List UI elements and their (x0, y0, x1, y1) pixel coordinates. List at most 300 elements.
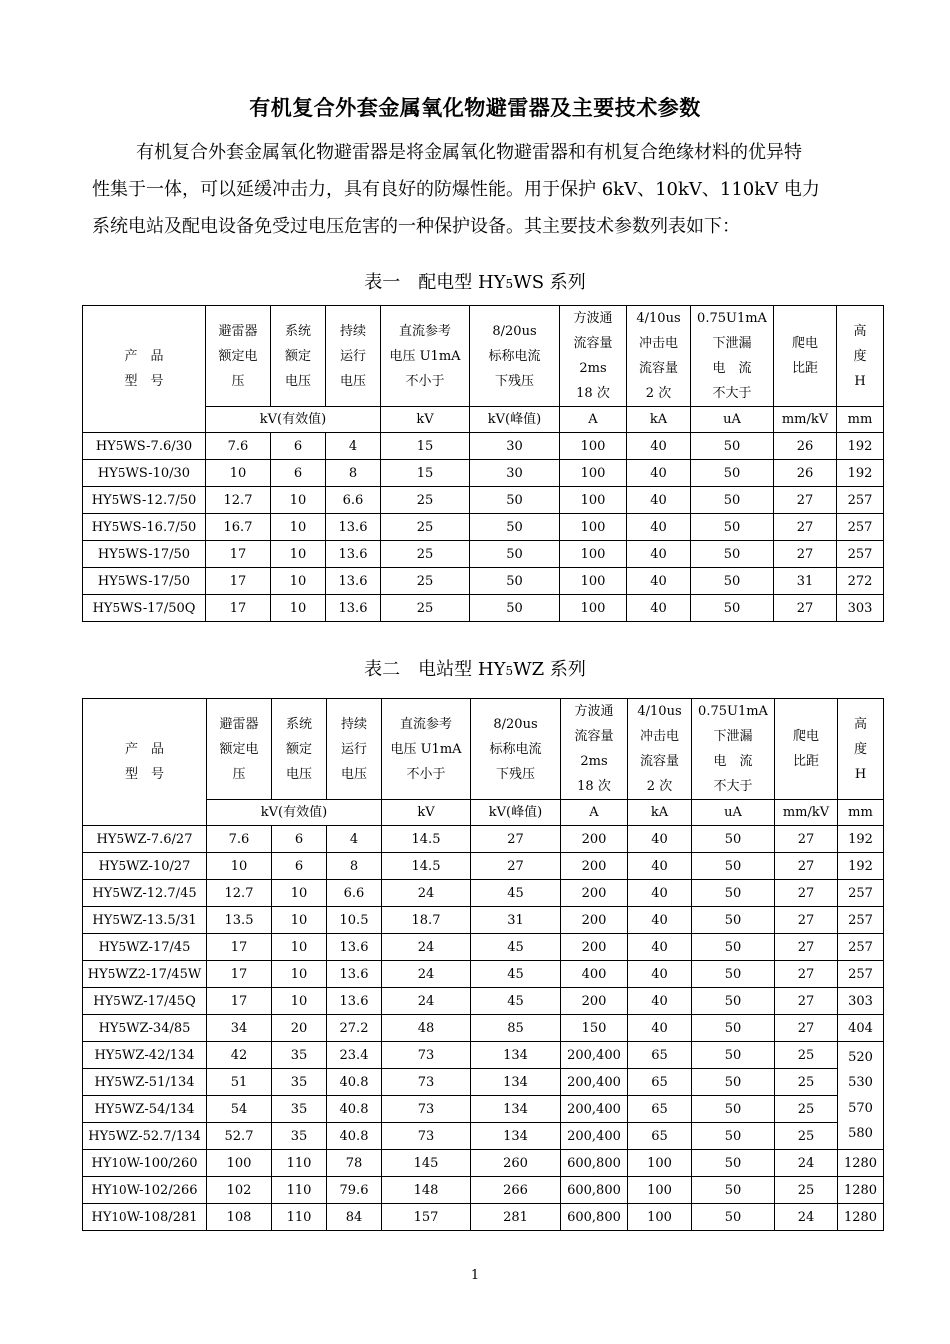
table-cell: 200,400 (561, 1123, 628, 1150)
table-cell: 25 (775, 1042, 838, 1069)
table-cell: 40 (628, 961, 692, 988)
table-cell: 65 (628, 1096, 692, 1123)
table-cell: 134 (471, 1096, 561, 1123)
table-cell: 17 (206, 568, 271, 595)
header-line: 度 (853, 741, 867, 757)
model-suffix: WZ-52.7/134 (115, 1128, 201, 1144)
header-line: 4/10us (637, 704, 682, 719)
table-cell: 24 (775, 1204, 838, 1231)
header-line: 8/20us (493, 716, 538, 732)
merged-height-value: 570 (848, 1100, 873, 1116)
product-model-cell (83, 1150, 207, 1177)
unit-cell: kV (381, 407, 470, 433)
table-cell: 100 (560, 487, 627, 514)
header-line: 18 次 (577, 779, 611, 794)
table-cell: 40 (627, 487, 691, 514)
merged-height-value: 530 (848, 1075, 873, 1090)
table-cell: 27 (775, 988, 838, 1015)
model-prefix: HY (98, 939, 119, 955)
header-line: 0.75U1mA (697, 311, 767, 326)
table-cell: 10 (271, 514, 326, 541)
intro-paragraph (92, 134, 852, 245)
table-row (83, 1123, 884, 1150)
model-suffix: WZ-34/85 (126, 1020, 191, 1036)
table-cell: 148 (382, 1177, 471, 1204)
table-cell: 50 (692, 988, 775, 1015)
header-line: 直流参考 (398, 323, 451, 339)
table-cell: 50 (691, 487, 774, 514)
header-line: 高 (853, 716, 867, 732)
table-cell: 13.6 (326, 541, 381, 568)
header-line: 下残压 (494, 373, 534, 389)
model-prefix: HY (94, 1101, 115, 1117)
header-line: 18 次 (576, 386, 610, 401)
table-cell: 10 (271, 568, 326, 595)
table-cell: 100 (628, 1150, 692, 1177)
table-cell: 73 (382, 1042, 471, 1069)
model-suffix: WZ-17/45Q (120, 993, 196, 1009)
height-cell: 1280 (838, 1150, 884, 1177)
table-cell: 6.6 (327, 880, 382, 907)
model-subscript: 5 (111, 519, 120, 534)
model-suffix: WS-16.7/50 (119, 519, 197, 535)
header-cell (470, 306, 560, 407)
table-cell: 400 (561, 961, 628, 988)
header-line: 高 (853, 323, 867, 339)
table-cell: 157 (382, 1204, 471, 1231)
header-line: 不小于 (405, 373, 445, 389)
model-suffix: WS-12.7/50 (119, 492, 197, 508)
table-cell: 27 (775, 853, 838, 880)
product-model-cell (83, 988, 207, 1015)
unit-cell: kA (627, 407, 691, 433)
unit-cell: uA (691, 407, 774, 433)
table-cell: 25 (381, 541, 470, 568)
merged-height-cell (838, 1042, 884, 1150)
model-subscript: 5 (117, 573, 126, 588)
header-line: 4/10us (636, 311, 681, 326)
header-line: 2 次 (646, 779, 673, 794)
model-suffix: WZ-10/27 (126, 858, 191, 874)
table-cell: 192 (837, 433, 884, 460)
model-prefix: HY (97, 546, 118, 562)
height-cell: 1280 (838, 1204, 884, 1231)
table-cell: 16.7 (206, 514, 271, 541)
table-cell: 17 (207, 988, 272, 1015)
height-cell: 257 (838, 961, 884, 988)
header-line: 冲击电 (638, 336, 678, 351)
product-model-cell (83, 568, 206, 595)
table-cell: 45 (471, 988, 561, 1015)
table-cell: 27 (775, 961, 838, 988)
unit-cell: mm (837, 407, 884, 433)
table-cell: 266 (471, 1177, 561, 1204)
table-cell: 50 (692, 907, 775, 934)
unit-cell: mm/kV (774, 407, 837, 433)
table-cell: 13.6 (327, 934, 382, 961)
table-cell: 25 (381, 514, 470, 541)
model-prefix: HY (91, 1182, 112, 1198)
table-cell: 257 (837, 541, 884, 568)
model-suffix: WS-7.6/30 (123, 438, 193, 454)
table-cell: 27 (775, 1015, 838, 1042)
table-cell: 10 (271, 595, 326, 622)
table2-caption: 表二 电站型 HY5WZ 系列 (364, 659, 586, 680)
unit-cell: uA (692, 800, 775, 826)
header-cell (837, 306, 884, 407)
model-subscript: 5 (112, 600, 121, 615)
unit-cell: mm/kV (775, 800, 838, 826)
table-cell: 6.6 (326, 487, 381, 514)
product-model-cell (83, 433, 206, 460)
height-cell: 1280 (838, 1177, 884, 1204)
table-cell: 24 (382, 961, 471, 988)
table-cell: 17 (206, 541, 271, 568)
model-prefix: HY (92, 912, 113, 928)
table-cell: 200,400 (561, 1096, 628, 1123)
product-model-cell (83, 1096, 207, 1123)
header-line: 标称电流 (489, 741, 542, 757)
unit-cell: kA (628, 800, 692, 826)
table-cell: 110 (272, 1177, 327, 1204)
table-cell: 25 (775, 1096, 838, 1123)
header-line: 持续 (339, 323, 366, 339)
table-cell: 145 (382, 1150, 471, 1177)
table-cell: 14.5 (382, 826, 471, 853)
unit-cell: kV(有效值) (207, 800, 382, 826)
table-cell: 50 (470, 541, 560, 568)
product-model-cell (83, 1015, 207, 1042)
table-cell: 50 (692, 826, 775, 853)
model-prefix: HY (91, 1155, 112, 1171)
header-line: 爬电 (792, 729, 819, 744)
table-row (83, 826, 884, 853)
table-cell: 30 (470, 460, 560, 487)
table-cell: 50 (470, 514, 560, 541)
header-line: 流容量 (639, 754, 679, 769)
table-cell: 15 (381, 433, 470, 460)
table-cell: 48 (382, 1015, 471, 1042)
header-line: 冲击电 (639, 729, 679, 744)
table-cell: 200 (561, 934, 628, 961)
table-cell: 40 (628, 988, 692, 1015)
header-line: 2ms (579, 361, 607, 376)
table-row (83, 460, 884, 487)
table-row (83, 1042, 884, 1069)
table-cell: 257 (837, 487, 884, 514)
table-cell: 10 (272, 934, 327, 961)
header-line: 流容量 (638, 361, 678, 376)
model-prefix: HY (97, 465, 118, 481)
table-row (83, 487, 884, 514)
table-cell: 50 (692, 1069, 775, 1096)
header-line: 2 次 (645, 386, 672, 401)
table-cell: 26 (774, 433, 837, 460)
product-model-cell (83, 1042, 207, 1069)
model-prefix: HY (95, 438, 116, 454)
table-cell: 40 (628, 907, 692, 934)
header-cell (272, 699, 327, 800)
table-cell: 50 (691, 595, 774, 622)
table-cell: 12.7 (207, 880, 272, 907)
height-cell: 192 (838, 853, 884, 880)
table-cell: 24 (382, 934, 471, 961)
header-cell (327, 699, 382, 800)
table-cell: 50 (692, 961, 775, 988)
header-line: 产 品 (124, 742, 164, 757)
model-subscript: 10 (111, 1182, 127, 1197)
table-cell: 35 (272, 1042, 327, 1069)
model-subscript: 5 (113, 993, 121, 1008)
table-cell: 27 (471, 826, 561, 853)
header-line: 压 (231, 373, 245, 389)
table-cell: 27 (775, 880, 838, 907)
table-cell: 40 (627, 433, 691, 460)
table-row (83, 595, 884, 622)
header-cell (326, 306, 381, 407)
model-prefix: HY (91, 519, 112, 535)
product-model-cell (83, 460, 206, 487)
table-cell: 100 (560, 568, 627, 595)
unit-cell: kV(有效值) (206, 407, 381, 433)
unit-cell: kV (382, 800, 471, 826)
table-cell: 25 (381, 568, 470, 595)
table-cell: 27 (774, 595, 837, 622)
table-cell: 40 (628, 853, 692, 880)
header-cell (561, 699, 628, 800)
table-cell: 25 (381, 487, 470, 514)
model-prefix: HY (91, 1209, 112, 1225)
table-cell: 27 (775, 907, 838, 934)
table-row (83, 1150, 884, 1177)
header-line: 方波通 (574, 704, 614, 719)
table-cell: 85 (471, 1015, 561, 1042)
table-row (83, 541, 884, 568)
table-cell: 34 (207, 1015, 272, 1042)
table-row (83, 568, 884, 595)
table-cell: 31 (471, 907, 561, 934)
table-row (83, 934, 884, 961)
header-line: 电压 (284, 373, 311, 389)
table-cell: 10 (271, 541, 326, 568)
table-cell: 50 (692, 853, 775, 880)
table-cell: 200,400 (561, 1042, 628, 1069)
table-cell: 40 (627, 460, 691, 487)
table-cell: 100 (207, 1150, 272, 1177)
header-line: 下残压 (495, 766, 535, 782)
header-line: 额定 (284, 348, 311, 364)
header-cell (627, 306, 691, 407)
header-cell (628, 699, 692, 800)
table-cell: 10 (272, 988, 327, 1015)
table-cell: 50 (691, 460, 774, 487)
table-cell: 40 (627, 541, 691, 568)
table-cell: 73 (382, 1069, 471, 1096)
product-model-cell (83, 1204, 207, 1231)
table-row (83, 1015, 884, 1042)
unit-cell: kV(峰值) (470, 407, 560, 433)
table-cell: 100 (628, 1204, 692, 1231)
table-cell: 65 (628, 1069, 692, 1096)
height-cell: 257 (838, 934, 884, 961)
table-cell: 8 (326, 460, 381, 487)
table-cell: 50 (470, 568, 560, 595)
model-prefix: HY (88, 1128, 109, 1144)
table-cell: 110 (272, 1204, 327, 1231)
header-line: 电压 (285, 766, 312, 782)
table-cell: 260 (471, 1150, 561, 1177)
table-cell: 200,400 (561, 1069, 628, 1096)
header-line: 额定电 (219, 741, 259, 757)
header-line: 系统 (285, 716, 312, 732)
table-cell: 7.6 (207, 826, 272, 853)
table-cell: 17 (206, 595, 271, 622)
table-cell: 35 (272, 1123, 327, 1150)
table-cell: 40 (628, 934, 692, 961)
document-title: 有机复合外套金属氧化物避雷器及主要技术参数 (249, 96, 701, 120)
table-cell: 100 (560, 595, 627, 622)
model-subscript: 5 (118, 858, 127, 873)
table-cell: 24 (775, 1150, 838, 1177)
header-cell (560, 306, 627, 407)
table-cell: 40 (627, 514, 691, 541)
header-line: 爬电 (791, 336, 818, 351)
table-cell: 73 (382, 1096, 471, 1123)
table-cell: 84 (327, 1204, 382, 1231)
model-suffix: WZ-17/45 (126, 939, 191, 955)
model-suffix: W-100/260 (126, 1155, 198, 1171)
model-subscript: 5 (118, 1020, 127, 1035)
table-cell: 27 (774, 514, 837, 541)
table-cell: 45 (471, 934, 561, 961)
table1-distribution-series (82, 305, 884, 622)
table-cell: 102 (207, 1177, 272, 1204)
table-cell: 52.7 (207, 1123, 272, 1150)
table-cell: 13.6 (326, 595, 381, 622)
table-cell: 50 (470, 487, 560, 514)
header-line: 产 品 (124, 349, 164, 364)
header-line: 避雷器 (218, 323, 258, 339)
header-cell (381, 306, 470, 407)
table-row (83, 880, 884, 907)
header-cell (271, 306, 326, 407)
product-model-cell (83, 961, 207, 988)
table-cell: 45 (471, 961, 561, 988)
product-model-cell (83, 487, 206, 514)
unit-cell: kV(峰值) (471, 800, 561, 826)
intro-line-1: 有机复合外套金属氧化物避雷器是将金属氧化物避雷器和有机复合绝缘材料的优异特 (136, 142, 802, 163)
intro-line-2: 性集于一体，可以延缓冲击力，具有良好的防爆性能。用于保护 6kV、10kV、110kV 电力 (92, 179, 820, 200)
table-cell: 31 (774, 568, 837, 595)
table-cell: 200 (561, 853, 628, 880)
product-model-cell (83, 1177, 207, 1204)
header-row (83, 699, 884, 800)
table-row (83, 907, 884, 934)
header-line: 运行 (339, 348, 366, 364)
table-cell: 303 (837, 595, 884, 622)
table-cell: 13.6 (327, 988, 382, 1015)
header-line: 避雷器 (219, 716, 259, 732)
product-model-cell (83, 934, 207, 961)
header-row (83, 306, 884, 407)
table-cell: 42 (207, 1042, 272, 1069)
table-cell: 25 (775, 1069, 838, 1096)
product-model-cell (83, 826, 207, 853)
model-subscript: 5 (117, 465, 126, 480)
table-cell: 4 (327, 826, 382, 853)
header-line: 运行 (340, 741, 367, 757)
model-subscript: 10 (111, 1209, 127, 1224)
model-subscript: 5 (116, 831, 125, 846)
header-line: 额定电 (218, 348, 258, 364)
header-line: 8/20us (492, 323, 537, 339)
table-cell: 10.5 (327, 907, 382, 934)
model-prefix: HY (93, 993, 114, 1009)
table-cell: 73 (382, 1123, 471, 1150)
table-cell: 24 (382, 988, 471, 1015)
table-cell: 40.8 (327, 1096, 382, 1123)
model-subscript: 5 (117, 546, 126, 561)
table-cell: 27 (471, 853, 561, 880)
table-cell: 65 (628, 1123, 692, 1150)
table-cell: 13.6 (326, 514, 381, 541)
header-line: 持续 (340, 716, 367, 732)
table-cell: 50 (692, 1096, 775, 1123)
model-suffix: WZ-12.7/45 (119, 885, 197, 901)
header-line: H (854, 766, 867, 782)
table-cell: 40.8 (327, 1123, 382, 1150)
table-cell: 4 (326, 433, 381, 460)
table-cell: 78 (327, 1150, 382, 1177)
table-row (83, 1069, 884, 1096)
product-model-cell (83, 1069, 207, 1096)
height-cell: 257 (838, 907, 884, 934)
model-prefix: HY (91, 492, 112, 508)
table-cell: 257 (837, 514, 884, 541)
table-row (83, 1096, 884, 1123)
header-line: 额定 (285, 741, 312, 757)
unit-cell: A (560, 407, 627, 433)
table-cell: 100 (560, 433, 627, 460)
header-cell (691, 306, 774, 407)
header-line: 系统 (284, 323, 311, 339)
height-cell: 303 (838, 988, 884, 1015)
header-line: 下泄漏 (712, 336, 752, 351)
table-cell: 50 (692, 934, 775, 961)
header-cell (206, 306, 271, 407)
product-model-cell (83, 1123, 207, 1150)
table-cell: 17 (207, 961, 272, 988)
table-cell: 50 (691, 568, 774, 595)
table-cell: 100 (560, 514, 627, 541)
table-cell: 40 (628, 1015, 692, 1042)
table-cell: 20 (272, 1015, 327, 1042)
table-cell: 10 (271, 487, 326, 514)
table-cell: 50 (692, 880, 775, 907)
table-row (83, 853, 884, 880)
header-line: 电压 (340, 766, 367, 782)
header-line: 直流参考 (399, 716, 452, 732)
header-cell (692, 699, 775, 800)
table-cell: 200 (561, 826, 628, 853)
table-cell: 40 (627, 568, 691, 595)
table-cell: 79.6 (327, 1177, 382, 1204)
table-cell: 45 (471, 880, 561, 907)
product-model-cell (83, 880, 207, 907)
table-cell: 40.8 (327, 1069, 382, 1096)
header-line: 流容量 (573, 336, 613, 351)
header-cell (774, 306, 837, 407)
